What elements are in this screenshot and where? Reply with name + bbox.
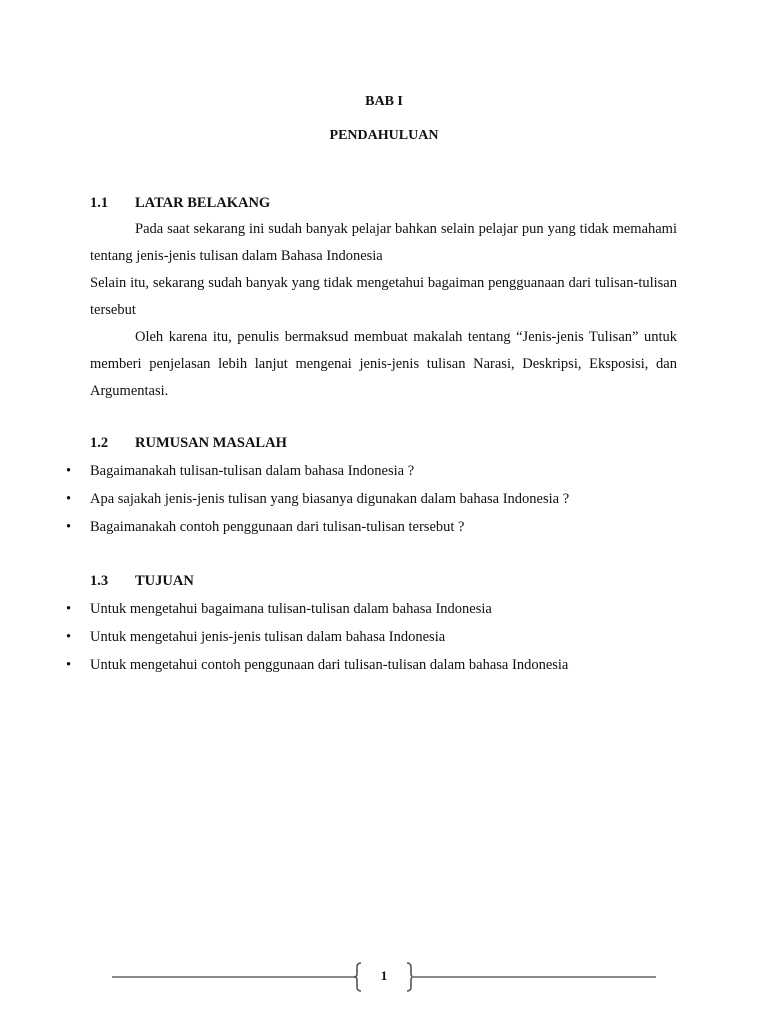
footer-rule-left (112, 976, 356, 978)
list-item: • Bagaimanakah tulisan-tulisan dalam bahasa Indonesia ? (66, 463, 415, 479)
bullet-icon: • (66, 601, 72, 617)
list-item: • Apa sajakah jenis-jenis tulisan yang biasanya digunakan dalam bahasa Indonesia ? (66, 491, 570, 507)
bullet-icon: • (66, 491, 72, 507)
bullet-icon: • (66, 463, 72, 479)
paragraph-2-text: Selain itu, sekarang sudah banyak yang tidak mengetahui bagaiman pengguanaan dari tulisan-tulisan tersebut (90, 275, 677, 318)
list-item: • Bagaimanakah contoh penggunaan dari tulisan-tulisan tersebut ? (66, 519, 465, 535)
paragraph-3-text: Oleh karena itu, penulis bermaksud membuat makalah tentang “Jenis-jenis Tulisan” untuk memberi penjelasan lebih lanjut mengenai jenis-jenis tulisan Narasi, Deskripsi, Eksposisi, dan Argumentasi. (90, 329, 677, 399)
page-number: 1 (380, 968, 388, 983)
chapter-title: PENDAHULUAN (329, 128, 439, 143)
list-item: • Untuk mengetahui contoh penggunaan dari tulisan-tulisan dalam bahasa Indonesia (66, 657, 569, 673)
paragraph-1-text: Pada saat sekarang ini sudah banyak pelajar bahkan selain pelajar pun yang tidak memahami tentang jenis-jenis tulisan dalam Bahasa Indonesia (90, 221, 677, 264)
section-title: RUMUSAN MASALAH (135, 435, 287, 451)
section-heading-rumusan-masalah (90, 435, 287, 452)
paragraph-2 (90, 270, 677, 324)
list-item: • Untuk mengetahui jenis-jenis tulisan dalam bahasa Indonesia (66, 629, 446, 645)
section-number: 1.2 (90, 435, 109, 451)
list-item: • Untuk mengetahui bagaimana tulisan-tulisan dalam bahasa Indonesia (66, 601, 492, 617)
left-brace-icon (353, 962, 363, 992)
paragraph-3 (90, 324, 677, 405)
bullet-icon: • (66, 629, 72, 645)
section-title: LATAR BELAKANG (135, 195, 271, 211)
bullet-icon: • (66, 657, 72, 673)
section-number: 1.1 (90, 195, 109, 211)
paragraph-1 (90, 216, 677, 270)
section-heading-latar-belakang (90, 195, 270, 212)
bullet-icon: • (66, 519, 72, 535)
section-title: TUJUAN (135, 573, 194, 589)
section-heading-tujuan (90, 573, 194, 590)
section-number: 1.3 (90, 573, 109, 589)
footer-rule-right (412, 976, 656, 978)
chapter-number: BAB I (365, 94, 403, 109)
